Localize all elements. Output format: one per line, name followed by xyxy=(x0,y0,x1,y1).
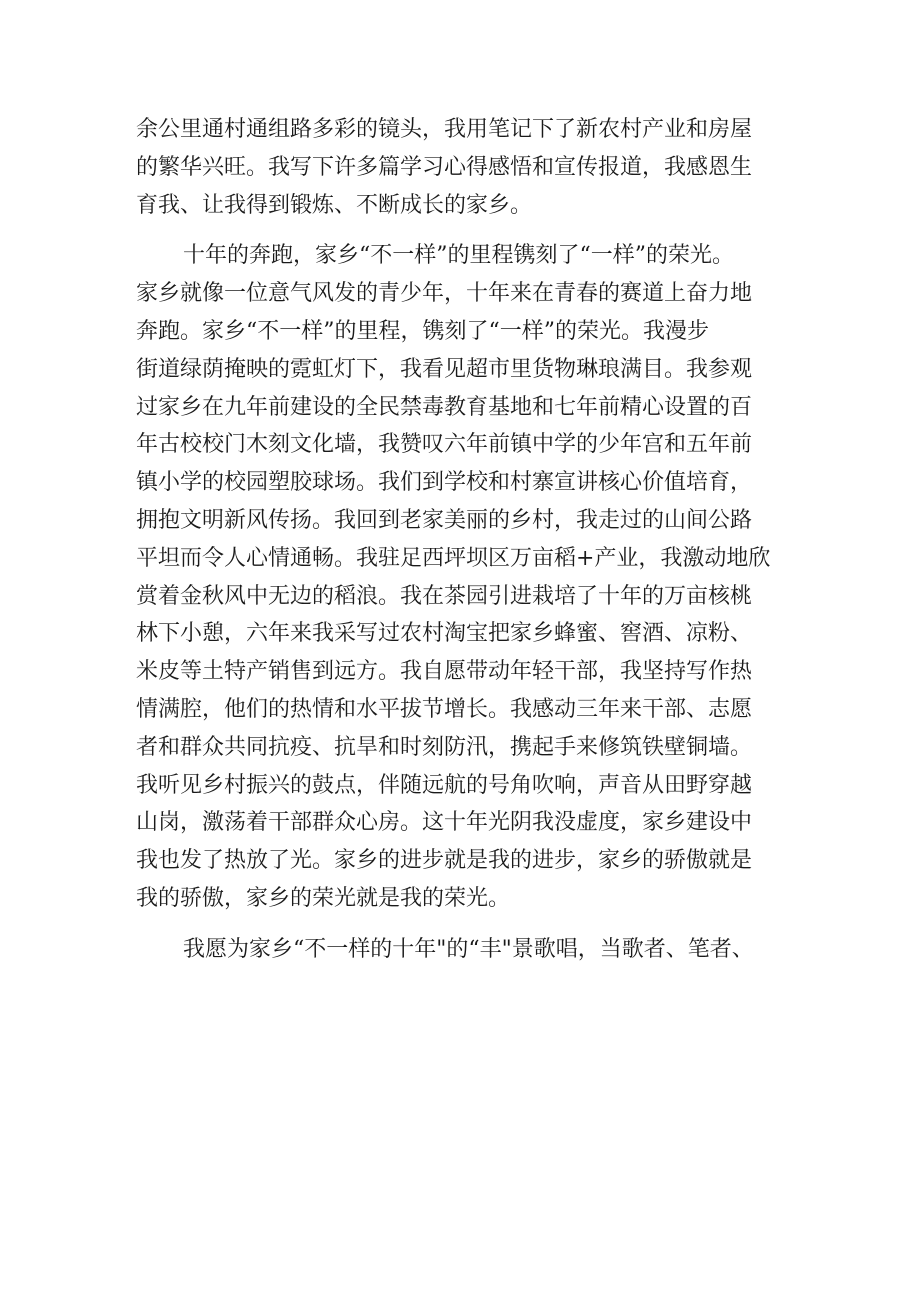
text-line: 者和群众共同抗疫、抗旱和时刻防汛，携起手来修筑铁壁铜墙。 xyxy=(136,734,753,760)
text-line: 镇小学的校园塑胶球场。我们到学校和村寨宣讲核心价值培育， xyxy=(136,470,753,496)
text-line: 余公里通村通组路多彩的镜头，我用笔记下了新农村产业和房屋 xyxy=(136,117,753,142)
text-line: 街道绿荫掩映的霓虹灯下，我看见超市里货物琳琅满目。我参观 xyxy=(136,356,753,382)
text-line: 山岗，激荡着干部群众心房。这十年光阴我没虚度，家乡建设中 xyxy=(136,810,753,836)
text-line: 十年的奔跑，家乡“不一样”的里程镌刻了“一样”的荣光。 xyxy=(183,243,734,269)
document-body xyxy=(136,111,816,969)
text-line: 拥抱文明新风传扬。我回到老家美丽的乡村，我走过的山间公路 xyxy=(136,507,753,533)
text-line: 的繁华兴旺。我写下许多篇学习心得感悟和宣传报道，我感恩生 xyxy=(136,154,753,180)
text-line: 平坦而令人心情通畅。我驻足西坪坝区万亩稻+产业，我激动地欣 xyxy=(136,545,771,571)
text-line: 过家乡在九年前建设的全民禁毒教育基地和七年前精心设置的百 xyxy=(136,394,753,420)
text-line: 家乡就像一位意气风发的青少年，十年来在青春的赛道上奋力地 xyxy=(136,281,753,307)
text-line: 我的骄傲，家乡的荣光就是我的荣光。 xyxy=(136,885,511,911)
text-line: 年古校校门木刻文化墙，我赞叹六年前镇中学的少年宫和五年前 xyxy=(136,432,753,458)
paragraph-1 xyxy=(136,111,816,224)
text-line: 我愿为家乡“不一样的十年"的“丰"景歌唱，当歌者、笔者、 xyxy=(183,936,754,962)
text-line: 米皮等土特产销售到远方。我自愿带动年轻干部，我坚持写作热 xyxy=(136,659,753,685)
paragraph-gap xyxy=(136,918,816,931)
text-line: 林下小憩，六年来我采写过农村淘宝把家乡蜂蜜、窖酒、凉粉、 xyxy=(136,621,753,647)
text-line: 奔跑。家乡“不一样”的里程，镌刻了“一样”的荣光。我漫步 xyxy=(136,318,709,344)
text-line: 育我、让我得到锻炼、不断成长的家乡。 xyxy=(136,192,533,218)
paragraph-gap xyxy=(136,224,816,237)
paragraph-3 xyxy=(136,931,816,969)
text-line: 我听见乡村振兴的鼓点，伴随远航的号角吹响，声音从田野穿越 xyxy=(136,772,753,798)
text-line: 赏着金秋风中无边的稻浪。我在茶园引进栽培了十年的万亩核桃 xyxy=(136,583,753,609)
text-line: 情满腔，他们的热情和水平拔节增长。我感动三年来干部、志愿 xyxy=(136,696,753,722)
text-line: 我也发了热放了光。家乡的进步就是我的进步，家乡的骄傲就是 xyxy=(136,848,753,874)
paragraph-2 xyxy=(136,237,816,917)
